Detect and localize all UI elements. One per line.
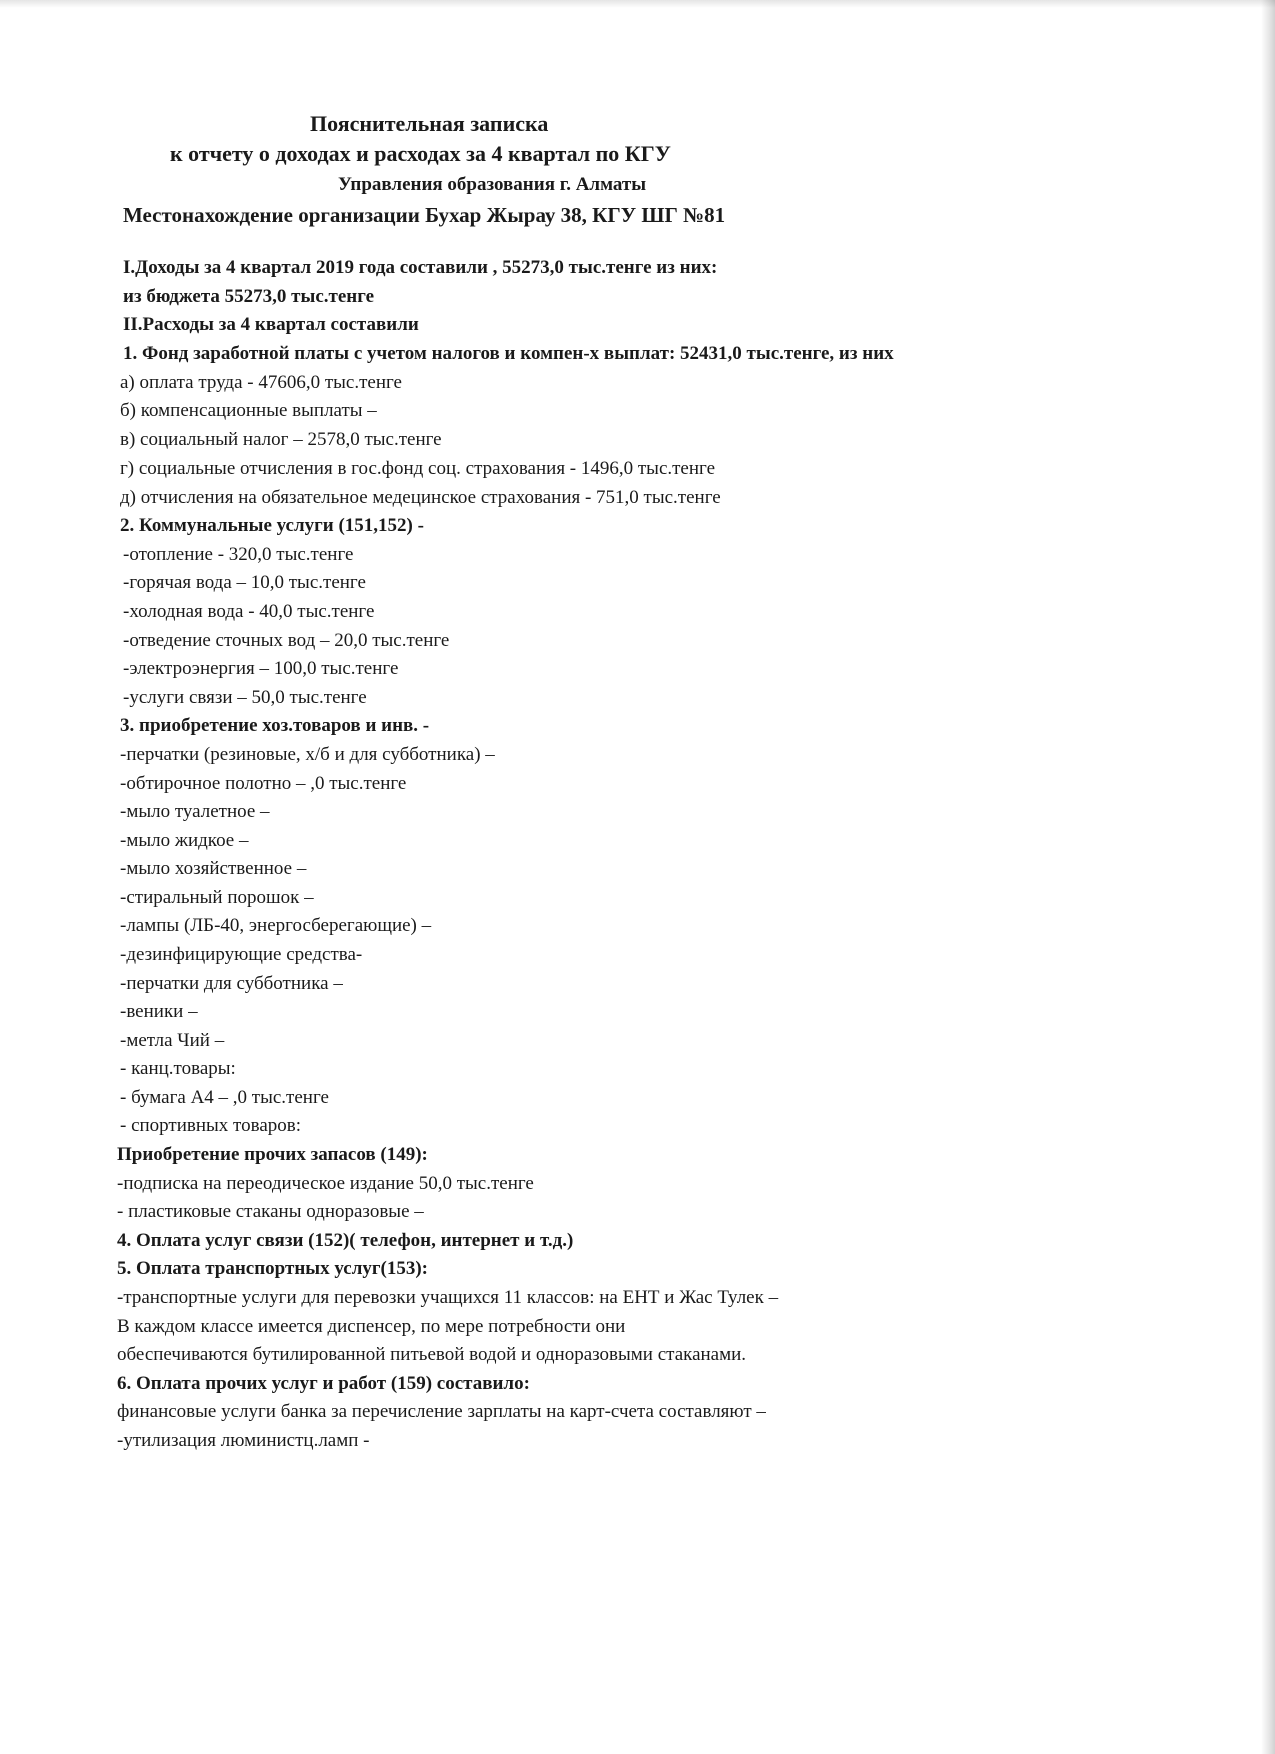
body-line: -отопление - 320,0 тыс.тенге bbox=[123, 544, 354, 565]
body-line: -утилизация люминистц.ламп - bbox=[117, 1430, 370, 1451]
document-subtitle: к отчету о доходах и расходах за 4 квартал по КГУ bbox=[170, 141, 671, 166]
body-line: д) отчисления на обязательное медецинское страхования - 751,0 тыс.тенге bbox=[120, 487, 721, 508]
body-line: -услуги связи – 50,0 тыс.тенге bbox=[123, 687, 367, 708]
body-line: -горячая вода – 10,0 тыс.тенге bbox=[123, 572, 366, 593]
organization-line: Управления образования г. Алматы bbox=[338, 174, 647, 195]
section-heading: I.Доходы за 4 квартал 2019 года составили , 55273,0 тыс.тенге из них: bbox=[123, 257, 718, 278]
body-line: -дезинфицирующие средства- bbox=[120, 944, 363, 965]
body-line: -отведение сточных вод – 20,0 тыс.тенге bbox=[123, 630, 450, 651]
section-heading: из бюджета 55273,0 тыс.тенге bbox=[123, 286, 375, 307]
section-heading: Приобретение прочих запасов (149): bbox=[117, 1144, 428, 1165]
body-line: г) социальные отчисления в гос.фонд соц. страхования - 1496,0 тыс.тенге bbox=[120, 458, 716, 479]
body-line: - канц.товары: bbox=[120, 1058, 236, 1079]
body-line: в) социальный налог – 2578,0 тыс.тенге bbox=[120, 429, 442, 450]
body-line: -транспортные услуги для перевозки учащихся 11 классов: на ЕНТ и Жас Тулек – bbox=[117, 1287, 779, 1308]
section-heading: 3. приобретение хоз.товаров и инв. - bbox=[120, 715, 430, 736]
body-line: -холодная вода - 40,0 тыс.тенге bbox=[123, 601, 375, 622]
body-line: -мыло жидкое – bbox=[120, 830, 249, 851]
document-title: Пояснительная записка bbox=[310, 111, 549, 136]
body-line: В каждом классе имеется диспенсер, по мере потребности они bbox=[117, 1316, 626, 1337]
body-line: -подписка на переодическое издание 50,0 тыс.тенге bbox=[117, 1173, 534, 1194]
scan-shadow-right bbox=[1261, 0, 1275, 1754]
section-heading: II.Расходы за 4 квартал составили bbox=[123, 314, 419, 335]
body-line: б) компенсационные выплаты – bbox=[120, 400, 377, 421]
body-line: -мыло туалетное – bbox=[120, 801, 270, 822]
section-heading: 1. Фонд заработной платы с учетом налогов и компен-х выплат: 52431,0 тыс.тенге, из них bbox=[123, 343, 894, 364]
location-line: Местонахождение организации Бухар Жырау 38, КГУ ШГ №81 bbox=[123, 203, 726, 227]
section-heading: 6. Оплата прочих услуг и работ (159) составило: bbox=[117, 1373, 530, 1394]
body-line: -мыло хозяйственное – bbox=[120, 858, 307, 879]
section-heading: 5. Оплата транспортных услуг(153): bbox=[117, 1258, 428, 1279]
body-line: -перчатки для субботника – bbox=[120, 973, 343, 994]
body-line: а) оплата труда - 47606,0 тыс.тенге bbox=[120, 372, 402, 393]
body-line: -обтирочное полотно – ,0 тыс.тенге bbox=[120, 773, 407, 794]
section-heading: 2. Коммунальные услуги (151,152) - bbox=[120, 515, 424, 536]
body-line: -электроэнергия – 100,0 тыс.тенге bbox=[123, 658, 399, 679]
body-line: - спортивных товаров: bbox=[120, 1115, 302, 1136]
body-line: -стиральный порошок – bbox=[120, 887, 314, 908]
body-line: -метла Чий – bbox=[120, 1030, 225, 1051]
body-line: -веники – bbox=[120, 1001, 198, 1022]
body-line: -перчатки (резиновые, х/б и для субботника) – bbox=[120, 744, 495, 765]
body-line: финансовые услуги банка за перечисление зарплаты на карт-счета составляют – bbox=[117, 1401, 766, 1422]
body-line: -лампы (ЛБ-40, энергосберегающие) – bbox=[120, 915, 432, 936]
section-heading: 4. Оплата услуг связи (152)( телефон, интернет и т.д.) bbox=[117, 1230, 574, 1251]
body-line: обеспечиваются бутилированной питьевой водой и одноразовыми стаканами. bbox=[117, 1344, 747, 1365]
scan-shadow-top bbox=[0, 0, 1275, 8]
body-line: - пластиковые стаканы одноразовые – bbox=[117, 1201, 424, 1222]
body-line: - бумага А4 – ,0 тыс.тенге bbox=[120, 1087, 329, 1108]
